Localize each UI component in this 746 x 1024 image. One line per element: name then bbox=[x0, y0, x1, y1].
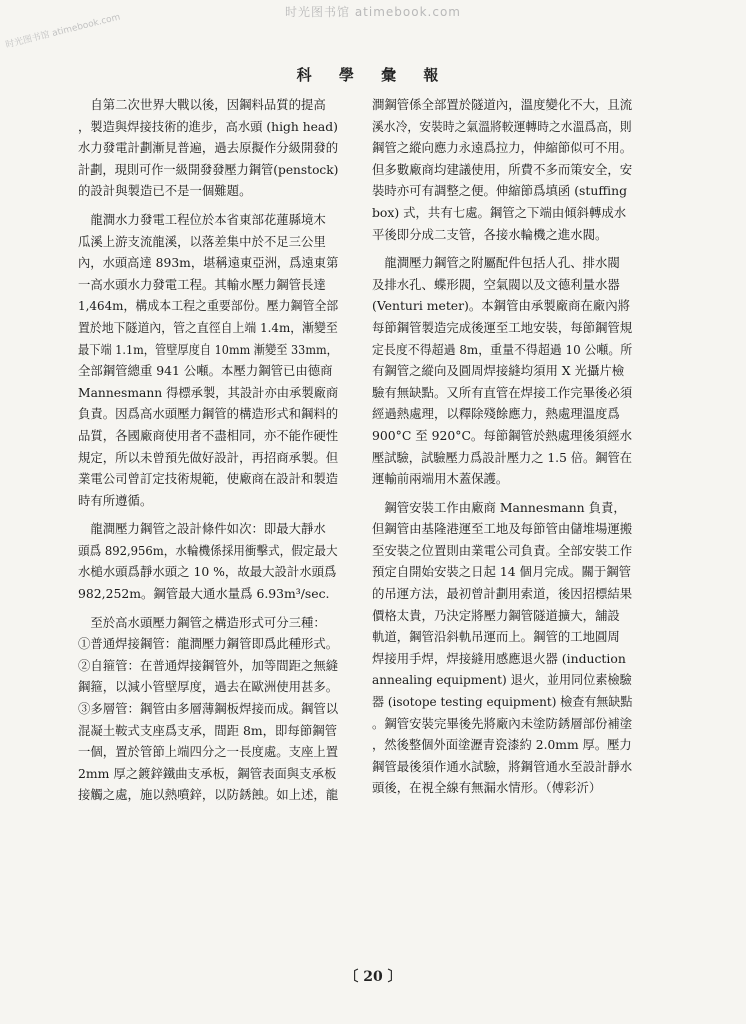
text-line: 計劃，現則可作一級開發發壓力鋼管(penstock) bbox=[78, 161, 339, 177]
text-line: 但鋼管由基隆港運至工地及每節管由儲堆場運搬 bbox=[372, 521, 632, 537]
text-line: 裝時亦可有調整之便。伸縮節爲填函 (stuffing bbox=[372, 183, 628, 199]
text-line: 及排水孔、蝶形閥，空氣閥以及文德利量水器 bbox=[372, 276, 620, 292]
text-line: ①普通焊接鋼管：龍澗壓力鋼管即爲此種形式。 bbox=[78, 636, 338, 652]
paragraph bbox=[372, 252, 632, 490]
text-line: 的設計與製造已不是一個難題。 bbox=[78, 183, 252, 199]
paragraph bbox=[78, 209, 338, 511]
text-line: 2mm 厚之鍍鋅鐵曲支承板，鋼管表面與支承板 bbox=[78, 765, 337, 781]
paragraph-gap bbox=[372, 490, 632, 497]
paragraph bbox=[78, 518, 338, 604]
text-line: 982,252m。鋼管最大通水量爲 6.93m³/sec. bbox=[78, 586, 330, 602]
text-line: 預定自開始安裝之日起 14 個月完成。關于鋼管 bbox=[372, 564, 632, 580]
paragraph-gap bbox=[78, 511, 338, 518]
text-line: 運輸前兩端用木蓋保護。 bbox=[372, 471, 509, 487]
text-line: 混凝土鞍式支座爲支承，間距 8m，即每節鋼管 bbox=[78, 722, 337, 738]
text-line: 。鋼管安裝完畢後先將廠內未塗防銹層部份補塗 bbox=[372, 715, 632, 731]
page-title: 科 學 彙 報 bbox=[296, 66, 450, 84]
text-line: 澗鋼管係全部置於隧道內，溫度變化不大，且流 bbox=[372, 97, 632, 112]
text-line: 頭爲 892,956m，水輪機係採用衝擊式，假定最大 bbox=[78, 542, 338, 558]
paragraph bbox=[372, 497, 632, 799]
text-line: 900°C 至 920°C。每節鋼管於熱處理後須經水 bbox=[372, 427, 632, 443]
text-line: 但多數廠商均建議使用，所費不多而策安全，安 bbox=[372, 161, 632, 177]
text-line: 器 (isotope testing equipment) 檢查有無缺點 bbox=[372, 694, 633, 710]
text-line: 水力發電計劃漸見普遍，過去原擬作分級開發的 bbox=[78, 140, 338, 156]
text-line: 時有所遵循。 bbox=[78, 492, 153, 508]
page-number: 〔 20 〕 bbox=[344, 969, 402, 985]
text-line: ③多層管：鋼管由多層薄鋼板焊接而成。鋼管以 bbox=[78, 701, 338, 717]
text-line: 最下端 1.1m，管壁厚度自 10mm 漸變至 33mm， bbox=[78, 341, 338, 357]
text-line: (Venturi meter)。本鋼管由承製廠商在廠內將 bbox=[372, 298, 630, 314]
text-line: 全部鋼管總重 941 公噸。本壓力鋼管已由德商 bbox=[78, 363, 333, 379]
text-line: 定長度不得超過 8m，重量不得超過 10 公噸。所 bbox=[372, 341, 633, 357]
text-line: Mannesmann 得標承製，其設計亦由承製廠商 bbox=[78, 384, 339, 400]
text-line: ，製造與焊接技術的進步，高水頭 (high head) bbox=[78, 118, 338, 134]
text-line: 置於地下隧道內，管之直徑自上端 1.4m，漸變至 bbox=[78, 319, 338, 335]
text-line: 鋼箍，以減小管壁厚度，過去在歐洲使用甚多。 bbox=[78, 679, 338, 695]
text-line: ，然後整個外面塗瀝青瓷漆約 2.0mm 厚。壓力 bbox=[372, 737, 632, 753]
paragraph bbox=[78, 94, 338, 202]
text-line: 驗有無缺點。又所有直管在焊接工作完畢後必須 bbox=[372, 384, 632, 400]
paragraph-gap bbox=[372, 245, 632, 252]
paragraph-gap bbox=[78, 202, 338, 209]
text-line: 品質，各國廠商使用者不盡相同，亦不能作硬性 bbox=[78, 427, 338, 443]
text-line: 一個，置於管節上端四分之一長度處。支座上置 bbox=[78, 744, 338, 760]
text-line: 每節鋼管製造完成後運至工地安裝，每節鋼管規 bbox=[372, 319, 632, 335]
text-line: 的吊運方法，最初曾計劃用索道，後因招標結果 bbox=[372, 586, 632, 602]
text-line: 有鋼管之縱向及圓周焊接縫均須用 X 光攝片檢 bbox=[372, 363, 625, 379]
text-line: 龍澗壓力鋼管之附屬配件包括人孔、排水閥 bbox=[372, 255, 620, 271]
text-line: ②自箍管：在普通焊接鋼管外，加等間距之無縫 bbox=[78, 657, 338, 673]
text-line: 負責。因爲高水頭壓力鋼管的構造形式和鋼料的 bbox=[78, 406, 338, 422]
text-line: 至安裝之位置則由業電公司負責。全部安裝工作 bbox=[372, 542, 632, 558]
text-line: 瓜溪上游支流龍溪，以落差集中於不足三公里 bbox=[78, 233, 326, 249]
right-column bbox=[372, 94, 632, 799]
text-line: 水槌水頭爲靜水頭之 10 %，故最大設計水頭爲 bbox=[78, 564, 337, 580]
text-line: 鋼管安裝工作由廠商 Mannesmann 負責， bbox=[372, 499, 626, 515]
text-line: 鋼管最後須作通水試驗，將鋼管通水至設計靜水 bbox=[372, 758, 632, 774]
text-line: 價格太貴，乃決定將壓力鋼管隧道擴大，舖設 bbox=[372, 607, 620, 623]
paragraph-gap bbox=[78, 605, 338, 612]
text-line: 龍澗壓力鋼管之設計條件如次：即最大靜水 bbox=[78, 521, 326, 537]
paragraph bbox=[78, 612, 338, 806]
text-line: 鋼管之縱向應力永遠爲拉力，伸縮節似可不用。 bbox=[372, 140, 632, 156]
text-line: 平後即分成二支管，各接水輪機之進水閥。 bbox=[372, 226, 608, 242]
left-column bbox=[78, 94, 338, 806]
text-line: 龍澗水力發電工程位於本省東部花蓮縣境木 bbox=[78, 211, 326, 227]
text-line: 溪水冷，安裝時之氣溫將較運轉時之水溫爲高，則 bbox=[372, 118, 632, 134]
text-line: annealing equipment) 退火，並用同位素檢驗 bbox=[372, 672, 632, 688]
text-line: 焊接用手焊，焊接縫用感應退火器 (induction bbox=[372, 650, 626, 666]
text-line: 壓試驗，試驗壓力爲設計壓力之 1.5 倍。鋼管在 bbox=[372, 449, 633, 465]
text-line: 一高水頭水力發電工程。其輸水壓力鋼管長達 bbox=[78, 276, 326, 292]
text-line: box) 式，共有七處。鋼管之下端由傾斜轉成水 bbox=[372, 204, 627, 220]
text-line: 自第二次世界大戰以後，因鋼料品質的提高 bbox=[78, 97, 326, 112]
watermark-top: 时光图书馆 atimebook.com bbox=[285, 5, 461, 19]
text-line: 頭後，在視全線有無漏水情形。（傅彩沂） bbox=[372, 780, 602, 796]
text-line: 1,464m，構成本工程之重要部份。壓力鋼管全部 bbox=[78, 298, 339, 314]
paragraph bbox=[372, 94, 632, 245]
text-line: 內，水頭高達 893m，堪稱遠東亞洲，爲遠東第 bbox=[78, 255, 339, 271]
text-line: 業電公司曾訂定技術規範，使廠商在設計和製造 bbox=[78, 471, 338, 487]
text-line: 規定，所以未曾預先做好設計，再招商承製。但 bbox=[78, 449, 338, 465]
text-line: 至於高水頭壓力鋼管之構造形式可分三種： bbox=[78, 614, 326, 630]
text-line: 經過熱處理，以釋除殘餘應力，熱處理溫度爲 bbox=[372, 406, 620, 422]
text-line: 接觸之處，施以熱噴鋅，以防銹蝕。如上述，龍 bbox=[78, 787, 338, 803]
watermark-corner: 时光图书馆 atimebook.com bbox=[4, 12, 122, 51]
text-line: 軌道，鋼管沿斜軌吊運而上。鋼管的工地圓周 bbox=[372, 629, 620, 645]
